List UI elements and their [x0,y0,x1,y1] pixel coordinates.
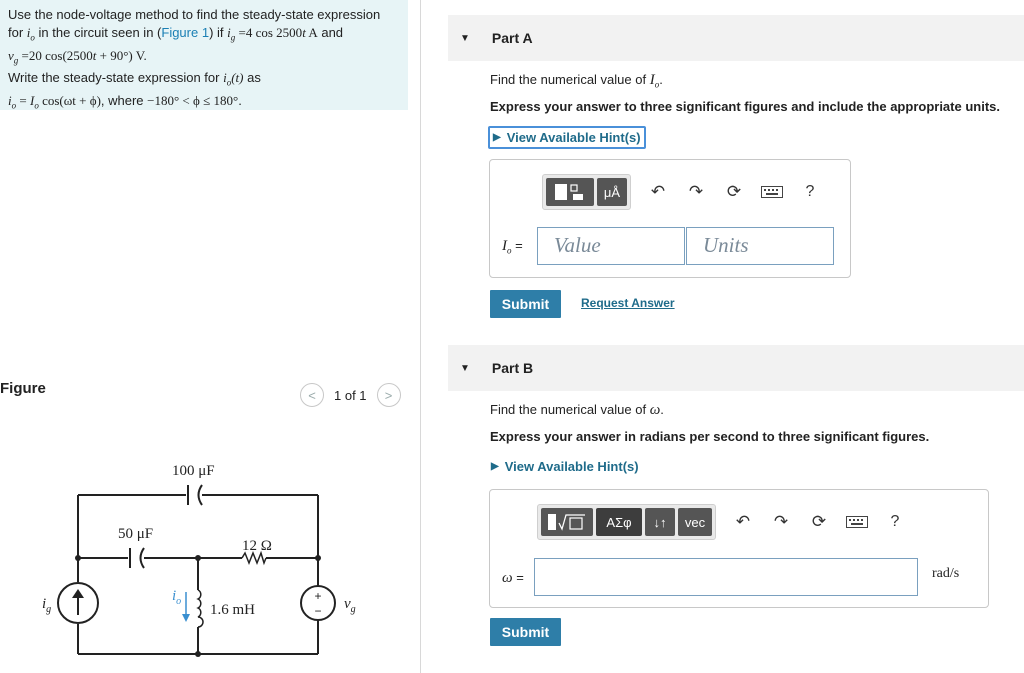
template-button[interactable] [546,178,594,206]
problem-statement [0,0,408,110]
sort-button[interactable]: ↓↑ [645,508,675,536]
expand-triangle-icon: ▶ [491,461,499,472]
svg-text:+: + [314,589,322,603]
units-button[interactable]: μÅ [597,178,627,206]
part-b-toolbar [537,504,914,540]
part-a-hint-link[interactable]: ▶ View Available Hint(s) [488,126,646,149]
part-a-submit-button[interactable]: Submit [490,290,561,318]
pager-count: 1 of 1 [334,387,367,403]
problem-line-3: $v_g =20$ cos(2500t + 90°) V. [8,47,147,66]
help-icon[interactable]: ? [890,513,900,530]
figure-link[interactable]: Figure 1 [161,25,210,40]
problem-line-5: $i_o = I_o$ cos(ωt + ϕ), where −180° < ϕ ≤ 180°. [8,92,242,111]
column-divider [420,0,421,673]
capacitor-50uF [130,548,144,568]
undo-icon[interactable]: ↶ [735,512,751,531]
svg-text:−: − [314,604,322,618]
value-input[interactable]: Value [537,227,685,265]
circuit-diagram [20,452,356,667]
label-ig: $i_g$ [42,596,52,615]
part-a-question: Find the numerical value of $I_o$. [490,72,663,90]
part-b-submit-button[interactable]: Submit [490,618,561,646]
redo-icon[interactable]: ↷ [688,182,704,201]
units-input[interactable]: Units [686,227,834,265]
unit-label: rad/s [932,566,960,581]
resistor-12ohm [242,553,266,563]
problem-line-1: Use the node-voltage method to find the steady-state expression [8,7,381,22]
undo-icon[interactable]: ↶ [650,182,666,201]
part-a-answer-box [489,159,851,278]
part-a-header[interactable] [448,15,1024,61]
request-answer-link[interactable]: Request Answer [581,296,675,310]
part-a-toolbar [542,174,829,210]
chevron-left-icon: < [308,387,316,403]
problem-line-2: for $i_o$ in the circuit seen in (Figure 1) if $i_g =4$ cos 2500t A and [8,25,344,43]
figure-heading: Figure [0,380,46,397]
part-a-instruction: Express your answer to three significant figures and include the appropriate units. [490,99,1000,114]
omega-input[interactable] [534,558,918,596]
template-icon [553,182,587,202]
label-cap-top: 100 μF [172,463,215,479]
vector-button[interactable]: vec [678,508,712,536]
template-group [542,174,631,210]
reset-icon[interactable]: ⟳ [811,512,827,531]
part-b-var-label: ω = [502,570,524,586]
chevron-right-icon: > [384,387,393,403]
greek-symbols-button[interactable]: ΑΣφ [596,508,642,536]
label-vg: $v_g$ [344,596,356,615]
reset-icon[interactable]: ⟳ [726,182,742,201]
label-io: $i_o$ [172,588,182,607]
inductor-1.6mH [198,590,203,627]
problem-line-4: Write the steady-state expression for $i_o(t)$ as [8,70,261,88]
part-a-title: Part A [491,30,533,46]
current-source [58,583,98,623]
part-a-var-label: $I_o$ = [502,238,523,256]
label-resistor: 12 Ω [242,538,272,554]
part-b-instruction: Express your answer in radians per second to three significant figures. [490,429,930,444]
part-b-question: Find the numerical value of ω. [490,402,664,418]
template-button[interactable] [541,508,593,536]
label-inductor: 1.6 mH [210,602,255,618]
collapse-triangle-icon: ▼ [460,32,470,44]
current-io-arrow [182,592,190,622]
expand-triangle-icon: ▶ [493,132,501,143]
part-b-hint-link[interactable]: ▶ View Available Hint(s) [491,459,639,474]
part-b-header[interactable] [448,345,1024,391]
part-b-title: Part B [491,360,534,376]
prev-figure-button[interactable] [300,383,324,407]
keyboard-icon[interactable] [838,507,876,537]
sqrt-template-icon [546,512,588,532]
redo-icon[interactable]: ↷ [773,512,789,531]
part-b-answer-box [489,489,989,608]
label-cap-left: 50 μF [118,526,154,542]
next-figure-button[interactable] [377,383,401,407]
capacitor-100uF [188,485,202,505]
figure-pager [300,383,401,407]
collapse-triangle-icon: ▼ [460,362,470,374]
help-icon[interactable]: ? [805,183,815,200]
keyboard-icon[interactable] [753,177,791,207]
voltage-source [301,586,335,620]
math-group [537,504,716,540]
